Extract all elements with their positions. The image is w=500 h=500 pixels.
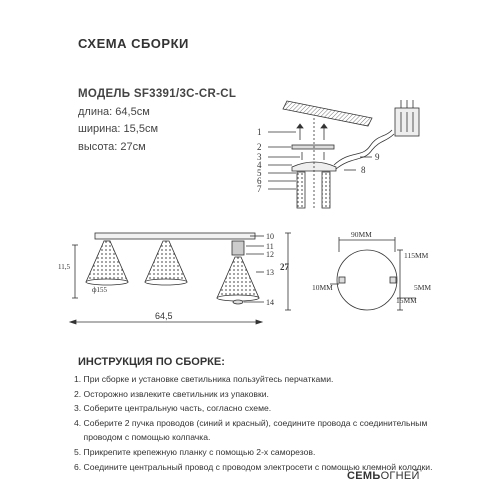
screw-icon <box>297 124 327 140</box>
label-13: 13 <box>266 268 274 277</box>
spec-height: высота: 27см <box>78 140 146 153</box>
instruction-step: 2. Осторожно извлеките светильник из упаковки. <box>74 388 269 399</box>
side-top-dim: 90MM <box>351 230 372 239</box>
instructions-heading: ИНСТРУКЦИЯ ПО СБОРКЕ: <box>78 356 225 368</box>
bar <box>95 233 255 239</box>
callout-3: 3 <box>257 152 262 162</box>
brand-light: ОГНЕЙ <box>380 470 420 482</box>
model-name: МОДЕЛЬ SF3391/3C-CR-CL <box>78 88 237 100</box>
callout-8: 8 <box>361 165 366 175</box>
side-left-dim: 10MM <box>312 283 333 292</box>
instructions-list <box>74 372 434 474</box>
page-title: СХЕМА СБОРКИ <box>78 36 189 51</box>
side-right-dim-3: 15MM <box>396 296 417 305</box>
wires <box>334 130 392 165</box>
callout-1: 1 <box>257 127 262 137</box>
mounting-plate <box>292 145 334 149</box>
side-right-dim-2: 5MM <box>414 283 432 292</box>
shade <box>145 241 187 282</box>
instruction-step: 3. Соберите центральную часть, согласно схеме. <box>74 403 272 414</box>
exploded-view <box>268 100 419 210</box>
callout-9: 9 <box>375 152 380 162</box>
callout-6: 6 <box>257 176 262 186</box>
lamp-holder <box>297 172 305 208</box>
shade <box>217 257 259 298</box>
brand-bold: СЕМЬ <box>347 470 381 482</box>
lamp-holder <box>322 172 330 208</box>
callout-2: 2 <box>257 142 262 152</box>
left-dimension: 11,5 <box>58 263 70 271</box>
brand-logo <box>347 470 420 482</box>
instruction-step: 6. Соедините центральный провод с проводом электросети с помощью клемной колодки. <box>74 461 433 472</box>
spec-length: длина: 64,5см <box>78 105 150 118</box>
terminal-block-icon <box>395 100 419 136</box>
label-11: 11 <box>266 242 274 251</box>
callout-4: 4 <box>257 160 262 170</box>
instruction-step: 1. При сборке и установке светильника пользуйтесь перчатками. <box>74 374 334 384</box>
height-dimension: 27 <box>280 262 289 272</box>
callout-7: 7 <box>257 184 262 194</box>
side-right-dim-1: 115MM <box>404 251 429 260</box>
callout-5: 5 <box>257 168 262 178</box>
ceiling-hatch <box>283 101 372 126</box>
diameter-label: ф155 <box>92 286 108 294</box>
instruction-step: 5. Прикрепите крепежную планку с помощью 2-х саморезов. <box>74 446 316 457</box>
length-dimension: 64,5 <box>155 311 173 321</box>
label-14: 14 <box>266 298 274 307</box>
canopy-circle <box>337 250 397 310</box>
front-view <box>70 233 291 324</box>
spec-width: ширина: 15,5см <box>78 123 159 135</box>
instruction-step: проводом с помощью колпачка. <box>74 432 211 443</box>
instruction-step: 4. Соберите 2 пучка проводов (синий и красный), соедините провода с соединительным <box>74 417 428 428</box>
label-10: 10 <box>266 232 274 241</box>
label-12: 12 <box>266 250 274 259</box>
